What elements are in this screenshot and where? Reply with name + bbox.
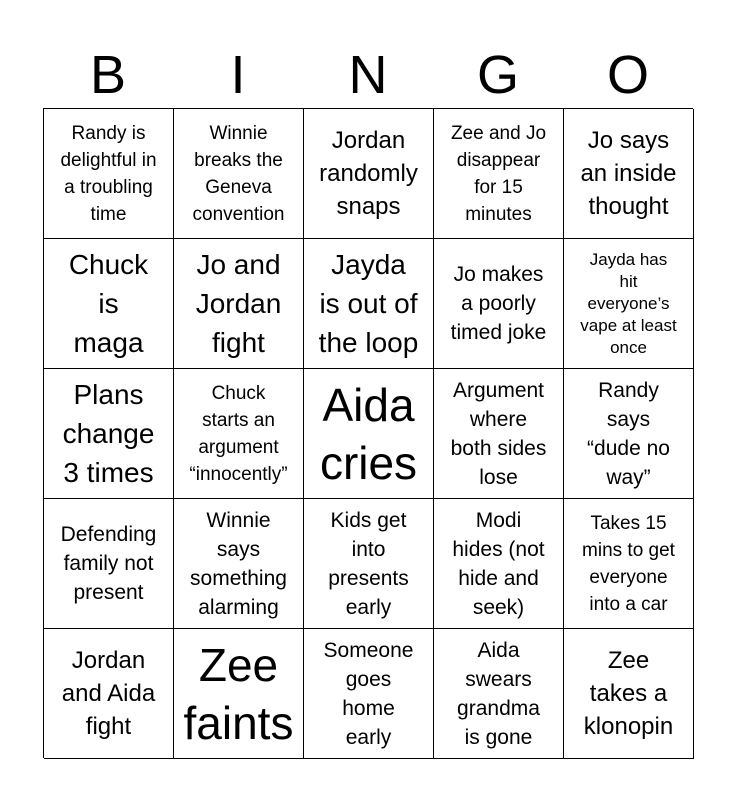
header-letter-o: O (606, 45, 649, 105)
bingo-cell[interactable]: Jayda has hit everyone’s vape at least once (564, 239, 694, 369)
bingo-cell[interactable]: Zee and Jo disappear for 15 minutes (434, 109, 564, 239)
bingo-cell[interactable]: Chuck is maga (44, 239, 174, 369)
header-letter-g: G (476, 45, 519, 105)
bingo-header (43, 42, 693, 108)
bingo-cell[interactable]: Jo makes a poorly timed joke (434, 239, 564, 369)
bingo-cell[interactable]: Randy says “dude no way” (564, 369, 694, 499)
bingo-cell[interactable]: Zee takes a klonopin (564, 629, 694, 759)
bingo-cell[interactable]: Argument where both sides lose (434, 369, 564, 499)
bingo-card-grid (43, 108, 693, 758)
bingo-cell[interactable]: Takes 15 mins to get everyone into a car (564, 499, 694, 629)
header-letter-b: B (89, 45, 127, 105)
bingo-cell[interactable]: Winnie says something alarming (174, 499, 304, 629)
bingo-cell[interactable]: Kids get into presents early (304, 499, 434, 629)
bingo-cell[interactable]: Winnie breaks the Geneva convention (174, 109, 304, 239)
bingo-cell[interactable]: Randy is delightful in a troubling time (44, 109, 174, 239)
bingo-cell[interactable]: Jordan and Aida fight (44, 629, 174, 759)
bingo-cell[interactable]: Jayda is out of the loop (304, 239, 434, 369)
bingo-cell[interactable]: Aida cries (304, 369, 434, 499)
bingo-cell[interactable]: Someone goes home early (304, 629, 434, 759)
header-letter-n: N (348, 45, 388, 105)
bingo-cell[interactable]: Plans change 3 times (44, 369, 174, 499)
bingo-cell[interactable]: Modi hides (not hide and seek) (434, 499, 564, 629)
bingo-cell[interactable]: Chuck starts an argument “innocently” (174, 369, 304, 499)
bingo-cell[interactable]: Jo and Jordan fight (174, 239, 304, 369)
header-letter-i: I (230, 45, 246, 105)
bingo-cell[interactable]: Aida swears grandma is gone (434, 629, 564, 759)
bingo-cell[interactable]: Jo says an inside thought (564, 109, 694, 239)
bingo-cell[interactable]: Zee faints (174, 629, 304, 759)
bingo-cell[interactable]: Jordan randomly snaps (304, 109, 434, 239)
bingo-cell[interactable]: Defending family not present (44, 499, 174, 629)
